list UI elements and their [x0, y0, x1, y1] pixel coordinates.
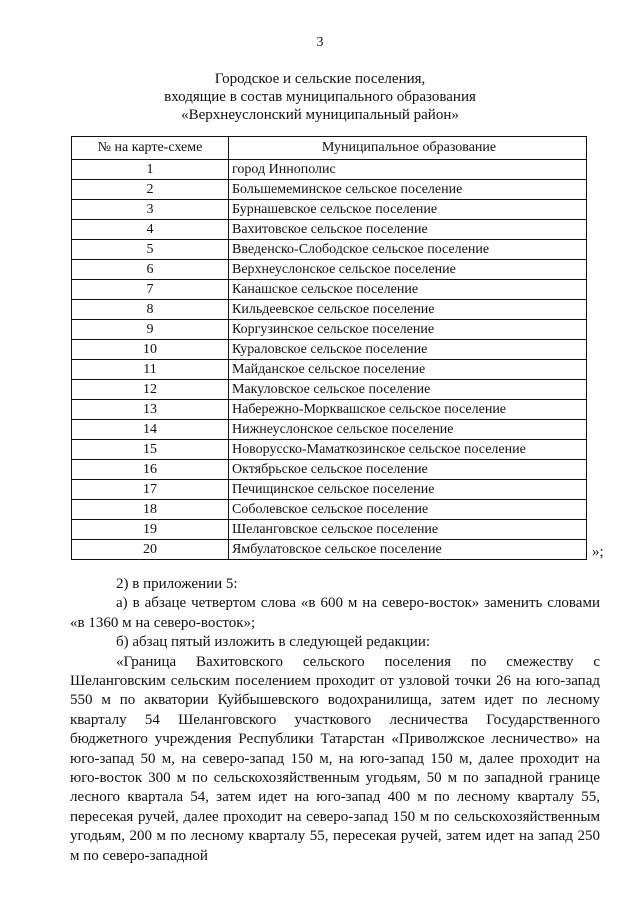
- table-row: [72, 520, 587, 540]
- row-municipality-name: Макуловское сельское поселение: [229, 380, 587, 400]
- table-row: [72, 400, 587, 420]
- table-row: [72, 220, 587, 240]
- table-row: [72, 480, 587, 500]
- row-municipality-name: Коргузинское сельское поселение: [229, 320, 587, 340]
- table-row: [72, 440, 587, 460]
- row-municipality-name: Верхнеуслонское сельское поселение: [229, 260, 587, 280]
- paragraph-boundary-description: «Граница Вахитовского сельского поселения по смежеству с Шеланговским сельским поселением проходит от узловой точки 26 на юго-запад 550 м по акватории Куйбышевского водохранилища, затем идет по лесному кварталу 54 Шеланговского участкового лесничества Государственного бюджетного учреждения Республики Татарстан «Приволжское лесничество» на юго-запад 50 м, на северо-запад 150 м, на юго-запад 150 м, далее проходит на юго-восток 300 м по сельскохозяйственным угодьям, 50 м по западной границе лесного квартала 54, затем идет на юго-запад 400 м по лесному кварталу 55, пересекая ручей, далее проходит на северо-запад 150 м по сельскохозяйственным угодьям, 200 м по лесному кварталу 55, пересекая ручей, затем идет на запад 250 м по северо-западной: [70, 653, 600, 864]
- row-map-number: 18: [72, 500, 229, 520]
- row-municipality-name: Введенско-Слободское сельское поселение: [229, 240, 587, 260]
- row-map-number: 2: [72, 180, 229, 200]
- row-map-number: 14: [72, 420, 229, 440]
- row-map-number: 3: [72, 200, 229, 220]
- row-map-number: 9: [72, 320, 229, 340]
- row-map-number: 5: [72, 240, 229, 260]
- table-row: [72, 260, 587, 280]
- row-municipality-name: Канашское сельское поселение: [229, 280, 587, 300]
- row-map-number: 17: [72, 480, 229, 500]
- row-map-number: 10: [72, 340, 229, 360]
- row-municipality-name: город Иннополис: [229, 160, 587, 180]
- page-number: 3: [316, 35, 324, 50]
- title-line-3: «Верхнеуслонский муниципальный район»: [181, 107, 459, 123]
- row-municipality-name: Соболевское сельское поселение: [229, 500, 587, 520]
- table-header-row: [72, 137, 587, 160]
- body-text: [70, 575, 600, 866]
- row-municipality-name: Кильдеевское сельское поселение: [229, 300, 587, 320]
- table-row: [72, 420, 587, 440]
- header-municipality: Муниципальное образование: [229, 137, 587, 160]
- row-map-number: 8: [72, 300, 229, 320]
- row-municipality-name: Майданское сельское поселение: [229, 360, 587, 380]
- table-row: [72, 240, 587, 260]
- row-map-number: 20: [72, 540, 229, 560]
- row-municipality-name: Октябрьское сельское поселение: [229, 460, 587, 480]
- municipalities-table: [71, 136, 587, 560]
- row-municipality-name: Печищинское сельское поселение: [229, 480, 587, 500]
- title-line-1: Городское и сельские поселения,: [214, 71, 426, 87]
- row-map-number: 12: [72, 380, 229, 400]
- row-map-number: 16: [72, 460, 229, 480]
- table-row: [72, 200, 587, 220]
- table-row: [72, 380, 587, 400]
- table-row: [72, 300, 587, 320]
- document-title: [0, 70, 640, 124]
- header-map-number: № на карте-схеме: [72, 137, 229, 160]
- table-row: [72, 500, 587, 520]
- row-municipality-name: Кураловское сельское поселение: [229, 340, 587, 360]
- table-body: [72, 160, 587, 560]
- row-map-number: 15: [72, 440, 229, 460]
- row-municipality-name: Шеланговское сельское поселение: [229, 520, 587, 540]
- table-row: [72, 540, 587, 560]
- row-map-number: 7: [72, 280, 229, 300]
- row-map-number: 6: [72, 260, 229, 280]
- row-map-number: 13: [72, 400, 229, 420]
- row-municipality-name: Бурнашевское сельское поселение: [229, 200, 587, 220]
- row-municipality-name: Нижнеуслонское сельское поселение: [229, 420, 587, 440]
- row-municipality-name: Набережно-Моркваш​ское сельское поселение: [229, 400, 587, 420]
- row-map-number: 4: [72, 220, 229, 240]
- table-closing-quote: »;: [592, 544, 604, 560]
- paragraph-b: б) абзац пятый изложить в следующей редакции:: [116, 634, 431, 651]
- table-row: [72, 460, 587, 480]
- table-row: [72, 180, 587, 200]
- paragraph-amendment-item: 2) в приложении 5:: [116, 576, 238, 592]
- row-municipality-name: Вахитовское сельское поселение: [229, 220, 587, 240]
- table-row: [72, 280, 587, 300]
- row-municipality-name: Новорусско-Маматкозинское сельское поселение: [229, 440, 587, 460]
- title-line-2: входящие в состав муниципального образования: [164, 89, 476, 105]
- row-map-number: 11: [72, 360, 229, 380]
- table-row: [72, 160, 587, 180]
- row-municipality-name: Ямбулатовское сельское поселение: [229, 540, 587, 560]
- row-map-number: 1: [72, 160, 229, 180]
- row-map-number: 19: [72, 520, 229, 540]
- table-row: [72, 360, 587, 380]
- table-row: [72, 320, 587, 340]
- table-row: [72, 340, 587, 360]
- paragraph-a: а) в абзаце четвертом слова «в 600 м на северо-восток» заменить словами «в 1360 м на северо-восток»;: [70, 595, 600, 631]
- row-municipality-name: Большемеминское сельское поселение: [229, 180, 587, 200]
